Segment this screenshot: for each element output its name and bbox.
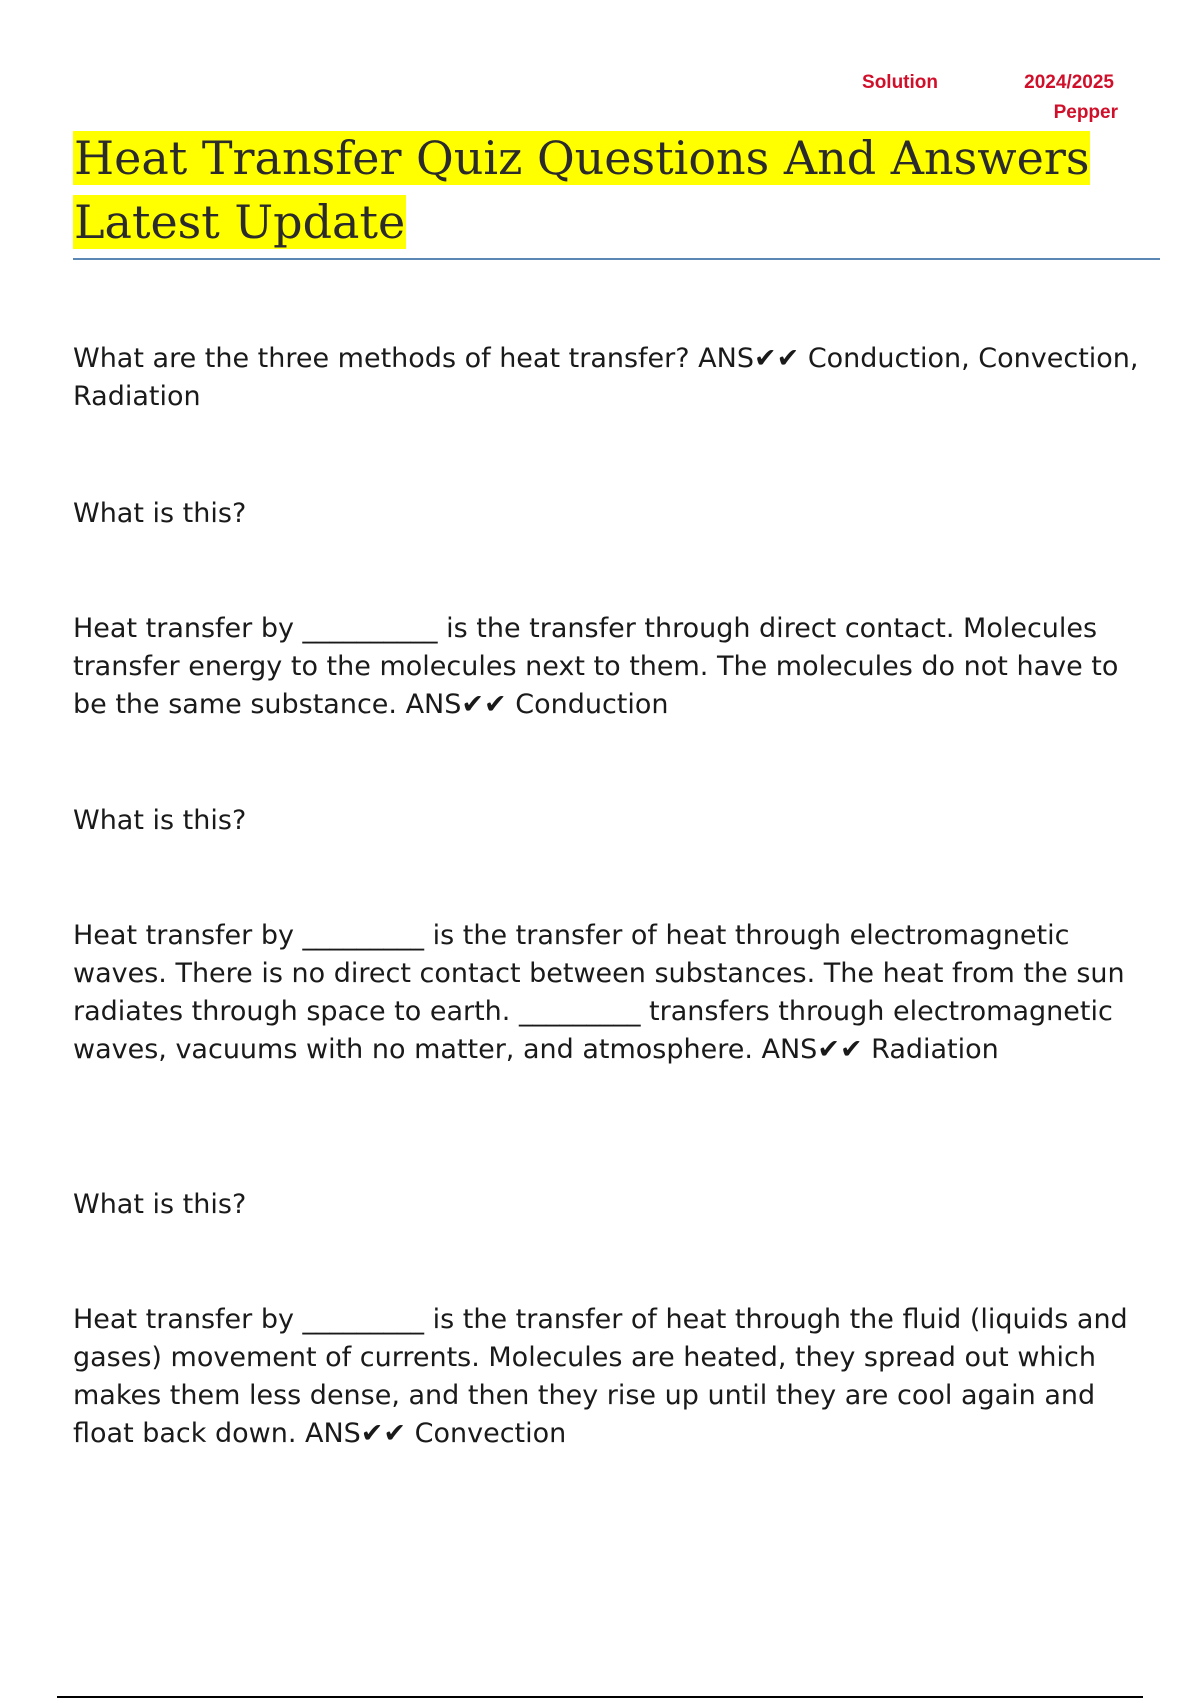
question-paragraph: Heat transfer by __________ is the transfer through direct contact. Molecules transfer energy to the molecules next to them. The molecules do not have to be the same substance. ANS✔✔ Conduction <box>73 613 1119 720</box>
prompt-paragraph: What is this? <box>73 805 247 836</box>
prompt-paragraph: What is this? <box>73 1189 247 1220</box>
prompt-paragraph: What is this? <box>73 498 247 529</box>
question-paragraph: Heat transfer by _________ is the transfer of heat through electromagnetic waves. There is no direct contact between substances. The heat from the sun radiates through space to earth. _________ transfers through electromagnetic waves, vacuums with no matter, and atmosphere. ANS✔✔ Radiation <box>73 920 1125 1065</box>
footer-rule <box>57 1696 1143 1698</box>
title-line-1: Heat Transfer Quiz Questions And Answers <box>74 131 1090 185</box>
header-author: Pepper <box>1053 102 1118 123</box>
title-underline-rule <box>73 258 1160 260</box>
title-block <box>73 126 1123 254</box>
header-solution-label: Solution <box>862 72 938 93</box>
question-paragraph: What are the three methods of heat transfer? ANS✔✔ Conduction, Convection, Radiation <box>73 343 1139 412</box>
document-title <box>73 126 1123 254</box>
question-paragraph: Heat transfer by _________ is the transfer of heat through the fluid (liquids and gases) movement of currents. Molecules are heated, they spread out which makes them less dense, and then they rise up until they are cool again and float back down. ANS✔✔ Convection <box>73 1304 1128 1449</box>
header-year: 2024/2025 <box>1024 72 1114 93</box>
title-line-2: Latest Update <box>74 195 406 249</box>
